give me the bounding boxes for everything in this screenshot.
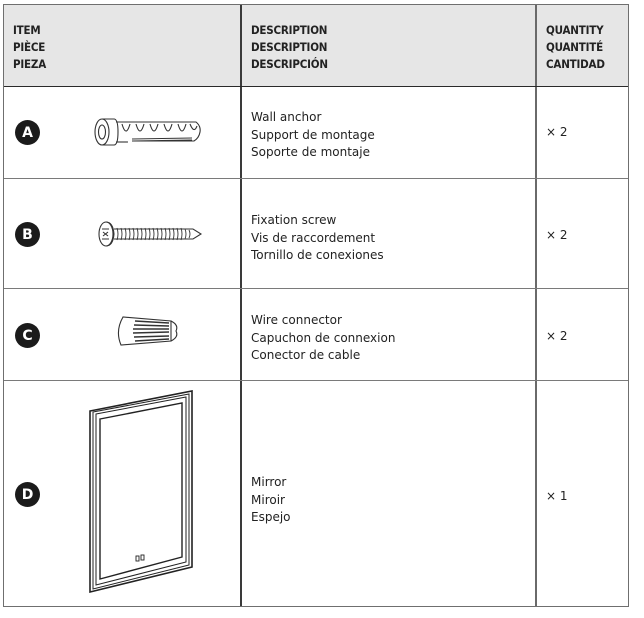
header-description-en: DESCRIPTION bbox=[251, 23, 328, 37]
column-divider bbox=[240, 179, 242, 288]
column-divider bbox=[535, 87, 537, 178]
column-divider bbox=[240, 289, 242, 380]
wire-connector-icon bbox=[113, 311, 183, 351]
item-badge-a: A bbox=[15, 120, 40, 145]
column-divider bbox=[535, 179, 537, 288]
description-fr: Miroir bbox=[251, 492, 285, 507]
header-description-fr: DESCRIPTION bbox=[251, 40, 328, 54]
header-quantity bbox=[546, 22, 605, 73]
header-quantity-fr: QUANTITÉ bbox=[546, 40, 603, 54]
table-header-row bbox=[4, 5, 628, 87]
description-en: Mirror bbox=[251, 475, 287, 489]
header-description-es: DESCRIPCIÓN bbox=[251, 57, 328, 71]
header-item-es: PIEZA bbox=[13, 57, 47, 71]
description-es: Espejo bbox=[251, 510, 291, 524]
item-badge-b: B bbox=[15, 222, 40, 247]
table-row-c bbox=[4, 289, 628, 381]
item-badge-d: D bbox=[15, 482, 40, 507]
item-description-b bbox=[251, 212, 384, 265]
table-row-d bbox=[4, 381, 628, 606]
description-es: Soporte de montaje bbox=[251, 145, 370, 159]
wall-anchor-icon bbox=[92, 112, 204, 152]
description-en: Wall anchor bbox=[251, 110, 322, 124]
mirror-icon bbox=[88, 389, 196, 594]
screw-icon bbox=[97, 217, 203, 251]
description-es: Tornillo de conexiones bbox=[251, 248, 384, 262]
header-item bbox=[13, 22, 46, 73]
header-description bbox=[251, 22, 328, 73]
description-fr: Capuchon de connexion bbox=[251, 330, 396, 345]
item-description-a bbox=[251, 109, 375, 162]
description-es: Conector de cable bbox=[251, 348, 361, 362]
item-quantity-c: × 2 bbox=[546, 329, 568, 343]
item-description-d bbox=[251, 474, 291, 527]
description-en: Wire connector bbox=[251, 313, 342, 327]
description-fr: Support de montage bbox=[251, 127, 375, 142]
parts-list-table bbox=[3, 4, 629, 607]
header-item-fr: PIÈCE bbox=[13, 40, 46, 54]
column-divider bbox=[535, 5, 537, 86]
header-quantity-es: CANTIDAD bbox=[546, 57, 605, 71]
item-description-c bbox=[251, 312, 395, 365]
item-badge-c: C bbox=[15, 323, 40, 348]
description-fr: Vis de raccordement bbox=[251, 230, 376, 245]
header-quantity-en: QUANTITY bbox=[546, 23, 604, 37]
column-divider bbox=[535, 289, 537, 380]
description-en: Fixation screw bbox=[251, 213, 337, 227]
column-divider bbox=[240, 87, 242, 178]
table-row-a bbox=[4, 87, 628, 179]
column-divider bbox=[535, 381, 537, 606]
header-item-en: ITEM bbox=[13, 23, 41, 37]
table-row-b bbox=[4, 179, 628, 289]
item-quantity-d: × 1 bbox=[546, 489, 568, 503]
item-quantity-b: × 2 bbox=[546, 228, 568, 242]
item-quantity-a: × 2 bbox=[546, 125, 568, 139]
column-divider bbox=[240, 5, 242, 86]
column-divider bbox=[240, 381, 242, 606]
